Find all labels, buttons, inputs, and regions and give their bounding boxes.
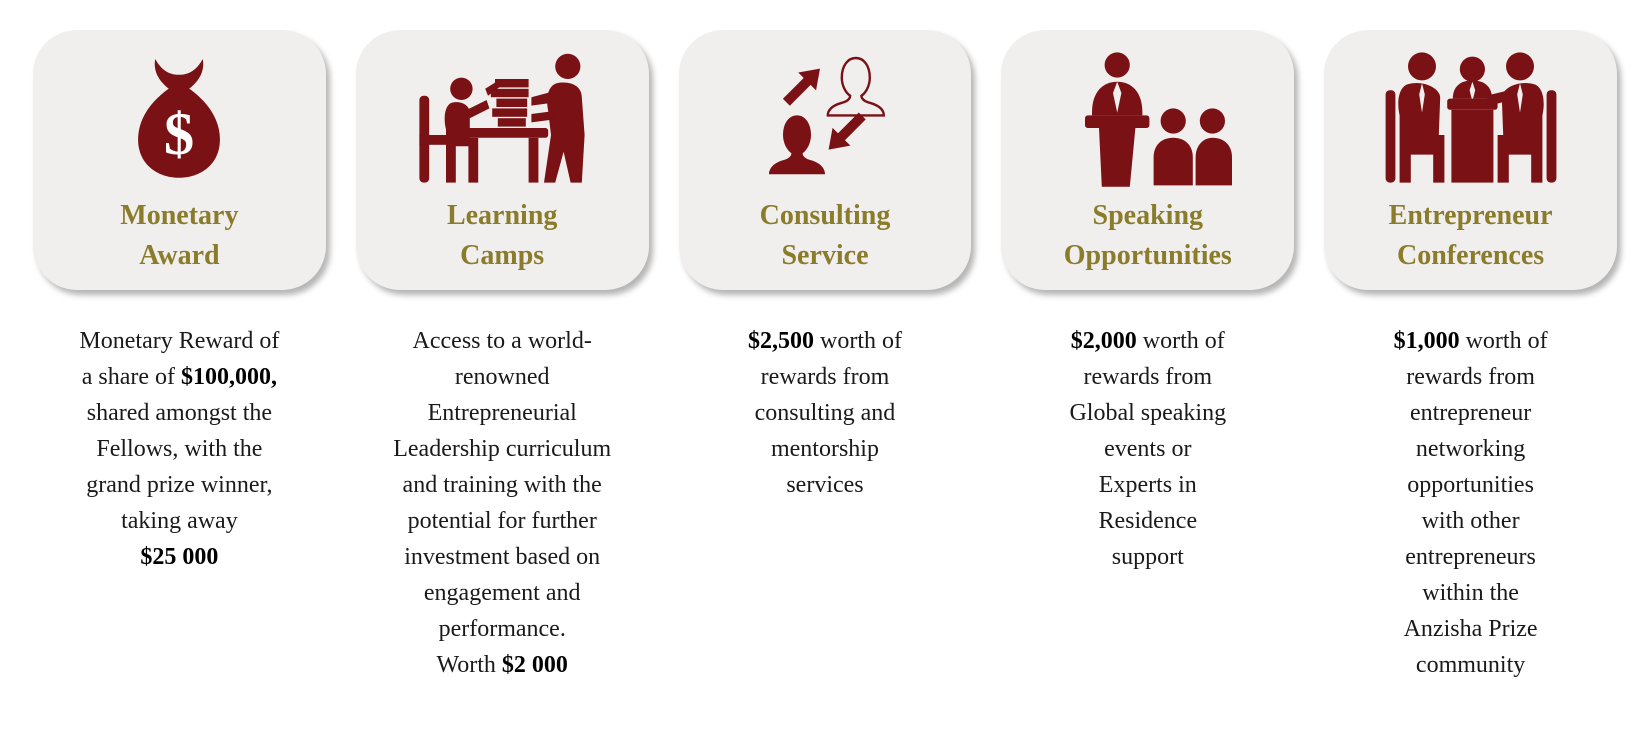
description-line: investment based on [404,544,601,570]
description-line: opportunities [1407,472,1534,498]
card-icon-area [408,48,596,194]
description-line: entrepreneur [1409,400,1532,426]
card-entrepreneur-conferences [1324,30,1617,683]
description-line: rewards from [1083,364,1213,390]
description-line: services [786,472,864,498]
card-learning-camps [356,30,649,683]
card-title: Speaking Opportunities [1063,200,1232,271]
card-consulting-service [679,30,972,683]
card-tile [1324,30,1617,290]
card-description [1394,323,1548,683]
description-line: Fellows, with the [96,436,263,462]
learning-camps-icon [408,51,596,191]
description-line: rewards from [1406,364,1535,390]
description-line: consulting and [754,400,896,426]
description-line: with other [1421,508,1520,534]
description-line: Entrepreneurial [427,400,577,426]
description-line: networking [1415,436,1526,462]
conference-meeting-icon [1380,51,1562,191]
description-line: grand prize winner, [86,472,273,498]
description-line: $25 000 [140,544,219,570]
speaker-podium-icon [1064,51,1232,191]
consulting-exchange-icon [750,51,900,191]
description-line: Leadership curriculum [393,436,612,462]
card-icon-area [750,48,900,194]
description-line: rewards from [760,364,890,390]
description-line: entrepreneurs [1405,544,1536,570]
description-line: potential for further [407,508,597,534]
description-line: shared amongst the [86,400,273,426]
description-line: Access to a world- [412,328,592,354]
description-line: within the [1422,580,1519,606]
description-line: mentorship [770,436,879,462]
card-tile [679,30,972,290]
description-line: a share of $100,000, [81,364,278,390]
description-line: Experts in [1098,472,1197,498]
card-description [393,323,611,683]
card-description [1069,323,1226,575]
description-line: performance. [438,616,566,642]
card-icon-area [113,48,245,194]
description-line: $1,000 worth of [1393,328,1548,354]
description-line: support [1111,544,1184,570]
description-line: Monetary Reward of [79,328,280,354]
description-line: Anzisha Prize [1403,616,1538,642]
description-line: Worth $2 000 [436,652,568,678]
description-line: community [1415,652,1526,678]
card-tile [33,30,326,290]
card-icon-area [1380,48,1562,194]
money-bag-icon [113,53,245,189]
card-title: Learning Camps [446,200,558,271]
description-line: events or [1104,436,1192,462]
card-description [748,323,902,503]
description-line: $2,000 worth of [1070,328,1225,354]
description-line: engagement and [423,580,581,606]
description-line: taking away [121,508,238,534]
card-title: Consulting Service [759,200,891,271]
description-line: renowned [454,364,550,390]
card-title: Monetary Award [120,200,239,271]
card-tile [1001,30,1294,290]
card-speaking-opportunities [1001,30,1294,683]
card-tile [356,30,649,290]
card-title: Entrepreneur Conferences [1388,200,1553,271]
description-line: and training with the [402,472,602,498]
description-line: Global speaking [1069,400,1227,426]
svg-text:$: $ [164,101,195,168]
card-description [79,323,279,575]
card-monetary-award [33,30,326,683]
description-line: Residence [1098,508,1198,534]
description-line: $2,500 worth of [748,328,902,354]
card-icon-area [1064,48,1232,194]
